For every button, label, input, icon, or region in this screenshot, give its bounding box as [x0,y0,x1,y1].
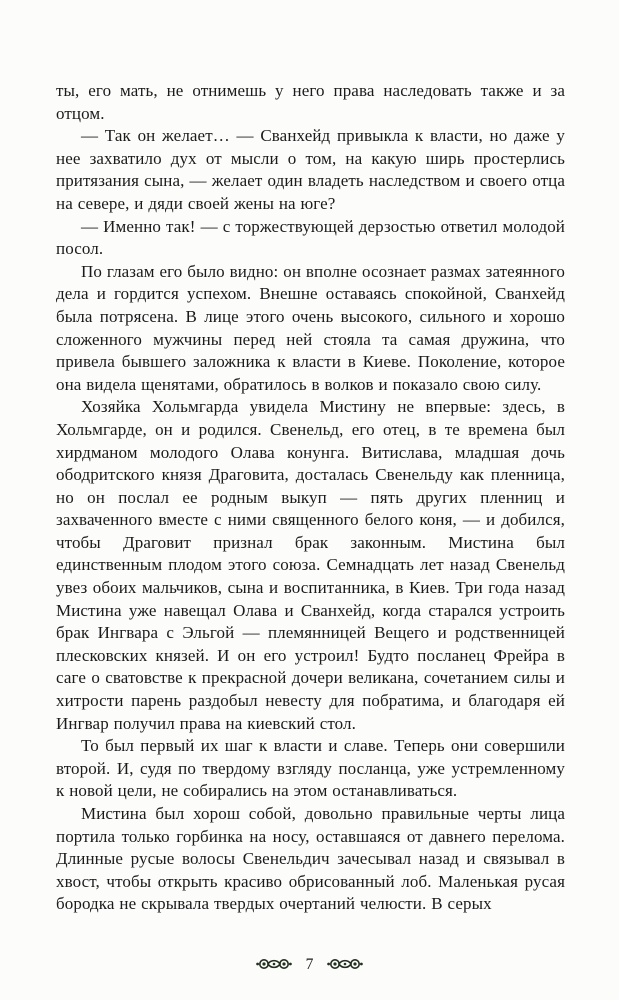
paragraph-continuation: ты, его мать, не отнимешь у него права наследовать также и за отцом. [56,81,565,123]
paragraph-narrative-4: Мистина был хорош собой, довольно правильные черты лица портила только горбинка на носу, оставшаяся от давнего перелома. Длинные русые волосы Свенельдич зачесывал назад и связывал в хвост, чтобы открыть красиво обрисованный лоб. Маленькая русая бородка не скрывала твердых очертаний челюсти. В серых [56,804,565,914]
footer-ornament-right-icon [327,957,363,971]
footer-ornament-left-icon [256,957,292,971]
paragraph-narrative-1: По глазам его было видно: он вполне осознает размах затеянного дела и гордится успехом. Внешне оставаясь спокойной, Сванхейд была потрясена. В лице этого очень высокого, сильного и хорошо сложенного мужчины перед ней стояла та самая дружина, что привела бывшего заложника к власти в Киеве. Поколение, которое она видела щенятами, обратилось в волков и показало свою силу. [56,261,565,394]
paragraph-dialogue-2: — Именно так! — с торжествующей дерзостью ответил молодой посол. [56,216,565,259]
paragraph-dialogue-1: — Так он желает… — Сванхейд привыкла к власти, но даже у нее захватило дух от мысли о том, на какую ширь простерлись притязания сына, — желает один владеть наследством и своего отца на севере, и дяди своей жены на юге? [56,126,565,213]
paragraph-narrative-2: Хозяйка Хольмгарда увидела Мистину не впервые: здесь, в Хольмгарде, он и родился. Свенельд, его отец, в те времена был хирдманом молодого Олава конунга. Витислава, младшая дочь ободритского князя Драговита, досталась Свенельду как пленница, но он послал ее родным выкуп — пять других пленниц и захваченного вместе с ними священного белого коня, — и добился, чтобы Драговит признал брак законным. Мистина был единственным плодом этого союза. Семнадцать лет назад Свенельд увез обоих мальчиков, сына и воспитанника, в Киев. Три года назад Мистина уже навещал Олава и Сванхейд, когда старался устроить брак Ингвара с Эльгой — племянницей Вещего и родственницей плесковских князей. И он его устроил! Будто посланец Фрейра в саге о сватовстве к прекрасной дочери великана, сочетанием силы и хитрости парень раздобыл невесту для побратима, и благодаря ей Ингвар получил права на киевский стол. [56,397,565,733]
page-number: 7 [305,955,314,973]
paragraph-narrative-3: То был первый их шаг к власти и славе. Теперь они совершили второй. И, судя по твердому взгляду посланца, уже устремленному к новой цели, не собирались на этом останавливаться. [56,736,565,801]
page-footer [0,957,619,973]
page-text [56,80,565,916]
